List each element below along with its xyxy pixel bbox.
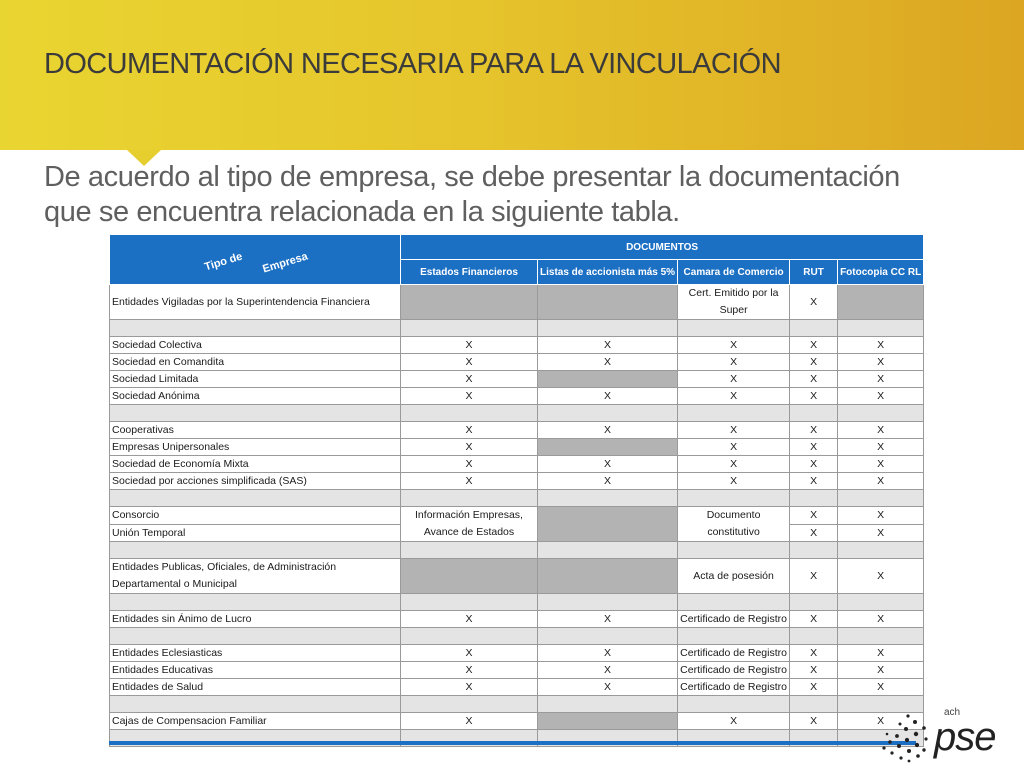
slide-title: DOCUMENTACIÓN NECESARIA PARA LA VINCULACIÓN bbox=[44, 48, 781, 80]
cell-mark: X bbox=[790, 507, 838, 525]
cell-mark: X bbox=[838, 354, 924, 371]
logo-ach-text: ach bbox=[944, 707, 961, 718]
cell-mark: X bbox=[790, 559, 838, 594]
table-row bbox=[110, 713, 924, 730]
cell-mark: X bbox=[790, 285, 838, 320]
cell-camara: Documento constitutivo bbox=[678, 507, 790, 542]
company-type-word-1: Tipo de bbox=[203, 250, 244, 274]
cell-mark: X bbox=[401, 422, 538, 439]
table-row bbox=[110, 422, 924, 439]
cell-camara: Acta de posesión bbox=[678, 559, 790, 594]
cell-mark: X bbox=[790, 439, 838, 456]
cell-mark: X bbox=[538, 679, 678, 696]
row-label: Sociedad por acciones simplificada (SAS) bbox=[110, 473, 401, 490]
table-row bbox=[110, 645, 924, 662]
table-row bbox=[110, 285, 924, 320]
separator-row bbox=[110, 594, 924, 611]
cell-mark: X bbox=[401, 611, 538, 628]
cell-mark: X bbox=[538, 354, 678, 371]
col-listas-accionistas: Listas de accionista más 5% bbox=[538, 260, 678, 285]
cell-mark: X bbox=[538, 456, 678, 473]
subtitle-line-2: que se encuentra relacionada en la siguiente tabla. bbox=[44, 196, 680, 228]
subtitle-line-1: De acuerdo al tipo de empresa, se debe presentar la documentación bbox=[44, 161, 900, 193]
cell-mark: X bbox=[790, 388, 838, 405]
cell-estados-info: Información Empresas, Avance de Estados bbox=[401, 507, 538, 542]
cell-mark: X bbox=[401, 645, 538, 662]
cell-mark: X bbox=[401, 388, 538, 405]
cell-mark: X bbox=[401, 713, 538, 730]
cell-mark: X bbox=[790, 662, 838, 679]
cell-mark: X bbox=[401, 337, 538, 354]
cell-mark: X bbox=[790, 371, 838, 388]
cell-mark: X bbox=[401, 679, 538, 696]
table-row bbox=[110, 371, 924, 388]
row-label: Sociedad Anónima bbox=[110, 388, 401, 405]
col-camara-comercio: Camara de Comercio bbox=[678, 260, 790, 285]
cell-camara: Certificado de Registro bbox=[678, 662, 790, 679]
cell-mark: X bbox=[678, 713, 790, 730]
cell-mark: X bbox=[838, 473, 924, 490]
cell-mark: X bbox=[790, 524, 838, 542]
cell-mark: X bbox=[838, 645, 924, 662]
cell-mark: X bbox=[678, 422, 790, 439]
row-label: Consorcio bbox=[110, 507, 401, 525]
cell-mark: X bbox=[790, 354, 838, 371]
logo-pse-text: pse bbox=[934, 715, 996, 759]
cell-mark: X bbox=[838, 439, 924, 456]
cell-mark: X bbox=[838, 337, 924, 354]
table-row bbox=[110, 337, 924, 354]
cell-mark: X bbox=[678, 337, 790, 354]
cell-mark: X bbox=[838, 507, 924, 525]
cell-mark: X bbox=[538, 422, 678, 439]
cell-camara: Cert. Emitido por la Super bbox=[678, 285, 790, 320]
table-row bbox=[110, 439, 924, 456]
cell-mark: X bbox=[678, 473, 790, 490]
cell-mark: X bbox=[538, 473, 678, 490]
cell-mark: X bbox=[678, 439, 790, 456]
separator-row bbox=[110, 542, 924, 559]
row-label: Empresas Unipersonales bbox=[110, 439, 401, 456]
cell-mark: X bbox=[538, 611, 678, 628]
separator-row bbox=[110, 490, 924, 507]
table-row bbox=[110, 679, 924, 696]
cell-mark: X bbox=[678, 388, 790, 405]
cell-mark: X bbox=[838, 456, 924, 473]
cell-mark: X bbox=[538, 337, 678, 354]
row-label: Entidades de Salud bbox=[110, 679, 401, 696]
cell-mark: X bbox=[790, 645, 838, 662]
table-row bbox=[110, 456, 924, 473]
cell-na bbox=[538, 559, 678, 594]
cell-na bbox=[538, 439, 678, 456]
cell-mark: X bbox=[838, 559, 924, 594]
cell-na bbox=[838, 285, 924, 320]
separator-row bbox=[110, 628, 924, 645]
table-row bbox=[110, 507, 924, 525]
cell-mark: X bbox=[790, 337, 838, 354]
cell-mark: X bbox=[401, 473, 538, 490]
row-label: Unión Temporal bbox=[110, 524, 401, 542]
col-estados-financieros: Estados Financieros bbox=[401, 260, 538, 285]
company-type-header bbox=[110, 235, 401, 285]
documents-group-header: DOCUMENTOS bbox=[401, 235, 924, 260]
cell-mark: X bbox=[538, 388, 678, 405]
cell-camara: Certificado de Registro bbox=[678, 611, 790, 628]
separator-row bbox=[110, 405, 924, 422]
cell-mark: X bbox=[838, 388, 924, 405]
cell-mark: X bbox=[790, 456, 838, 473]
cell-na bbox=[401, 559, 538, 594]
cell-mark: X bbox=[401, 662, 538, 679]
separator-row bbox=[110, 320, 924, 337]
cell-na bbox=[401, 285, 538, 320]
row-label: Entidades Vigiladas por la Superintendencia Financiera bbox=[110, 285, 401, 320]
pse-logo bbox=[878, 698, 1018, 764]
cell-mark: X bbox=[838, 713, 924, 730]
row-label: Sociedad en Comandita bbox=[110, 354, 401, 371]
table-row bbox=[110, 559, 924, 594]
documents-table bbox=[109, 234, 924, 747]
separator-row bbox=[110, 696, 924, 713]
table-row bbox=[110, 473, 924, 490]
cell-mark: X bbox=[838, 422, 924, 439]
row-label: Sociedad Colectiva bbox=[110, 337, 401, 354]
cell-mark: X bbox=[790, 422, 838, 439]
col-fotocopia-cc: Fotocopia CC RL bbox=[838, 260, 924, 285]
cell-na bbox=[538, 507, 678, 542]
cell-mark: X bbox=[401, 439, 538, 456]
cell-mark: X bbox=[538, 662, 678, 679]
row-label: Sociedad Limitada bbox=[110, 371, 401, 388]
cell-na bbox=[538, 285, 678, 320]
cell-mark: X bbox=[538, 645, 678, 662]
cell-camara: Certificado de Registro bbox=[678, 645, 790, 662]
cell-na bbox=[538, 371, 678, 388]
row-label: Cooperativas bbox=[110, 422, 401, 439]
cell-na bbox=[538, 713, 678, 730]
row-label: Entidades Educativas bbox=[110, 662, 401, 679]
cell-mark: X bbox=[838, 371, 924, 388]
cell-mark: X bbox=[838, 611, 924, 628]
table-row bbox=[110, 354, 924, 371]
row-label: Entidades sin Ánimo de Lucro bbox=[110, 611, 401, 628]
table-row bbox=[110, 611, 924, 628]
cell-mark: X bbox=[401, 456, 538, 473]
table-bottom-bar bbox=[109, 741, 916, 745]
col-rut: RUT bbox=[790, 260, 838, 285]
row-label: Sociedad de Economía Mixta bbox=[110, 456, 401, 473]
cell-mark: X bbox=[790, 679, 838, 696]
slide-subtitle bbox=[44, 160, 1004, 230]
cell-mark: X bbox=[790, 611, 838, 628]
table-row bbox=[110, 662, 924, 679]
row-label: Entidades Eclesiasticas bbox=[110, 645, 401, 662]
cell-mark: X bbox=[401, 371, 538, 388]
cell-mark: X bbox=[838, 662, 924, 679]
cell-mark: X bbox=[790, 473, 838, 490]
cell-camara: Certificado de Registro bbox=[678, 679, 790, 696]
cell-mark: X bbox=[401, 354, 538, 371]
row-label: Entidades Publicas, Oficiales, de Administración Departamental o Municipal bbox=[110, 559, 401, 594]
cell-mark: X bbox=[678, 456, 790, 473]
cell-mark: X bbox=[678, 354, 790, 371]
table-row bbox=[110, 388, 924, 405]
row-label: Cajas de Compensacion Familiar bbox=[110, 713, 401, 730]
cell-mark: X bbox=[838, 524, 924, 542]
cell-mark: X bbox=[678, 371, 790, 388]
cell-mark: X bbox=[838, 679, 924, 696]
company-type-word-2: Empresa bbox=[261, 250, 310, 276]
cell-mark: X bbox=[790, 713, 838, 730]
